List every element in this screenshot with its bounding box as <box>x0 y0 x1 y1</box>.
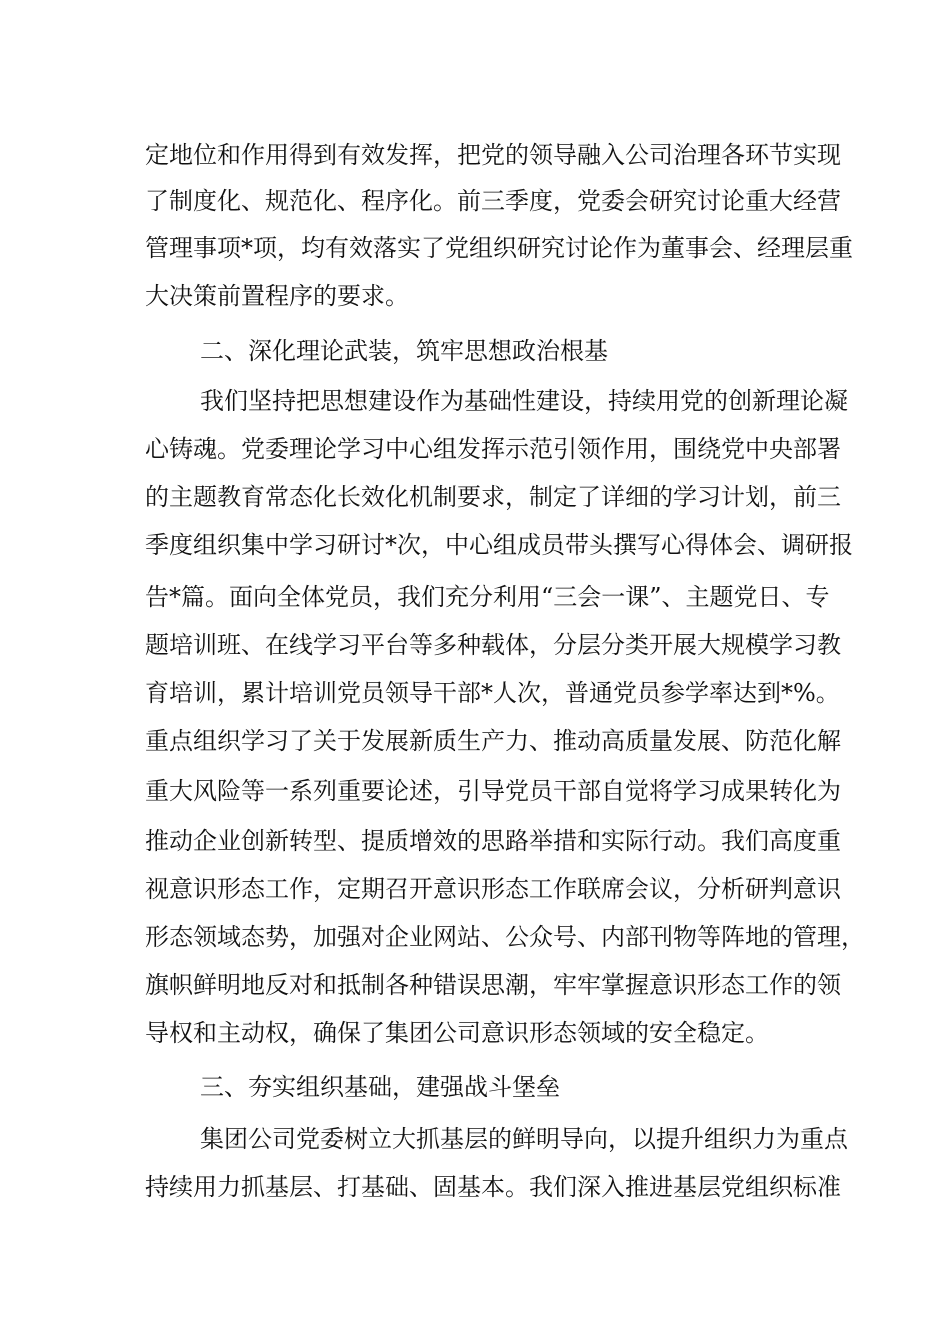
text-line: 形态领域态势，加强对企业网站、公众号、内部刊物等阵地的管理， <box>145 923 865 951</box>
text-line: 管理事项*项，均有效落实了党组织研究讨论作为董事会、经理层重 <box>145 234 853 262</box>
text-line: 持续用力抓基层、打基础、固基本。我们深入推进基层党组织标准 <box>145 1173 841 1201</box>
text-line: 的主题教育常态化长效化机制要求，制定了详细的学习计划，前三 <box>145 483 841 511</box>
section-heading: 二、深化理论武装，筑牢思想政治根基 <box>200 337 608 365</box>
text-line: 旗帜鲜明地反对和抵制各种错误思潮，牢牢掌握意识形态工作的领 <box>145 971 841 999</box>
text-line: 推动企业创新转型、提质增效的思路举措和实际行动。我们高度重 <box>145 827 841 855</box>
text-line: 集团公司党委树立大抓基层的鲜明导向，以提升组织力为重点 <box>200 1125 848 1153</box>
section-heading: 三、夯实组织基础，建强战斗堡垒 <box>200 1073 560 1101</box>
text-line: 导权和主动权，确保了集团公司意识形态领域的安全稳定。 <box>145 1019 769 1047</box>
text-line: 季度组织集中学习研讨*次，中心组成员带头撰写心得体会、调研报 <box>145 531 853 559</box>
text-line: 告*篇。面向全体党员，我们充分利用“三会一课”、主题党日、专 <box>145 583 830 611</box>
text-line: 题培训班、在线学习平台等多种载体，分层分类开展大规模学习教 <box>145 631 841 659</box>
text-line: 心铸魂。党委理论学习中心组发挥示范引领作用，围绕党中央部署 <box>145 435 841 463</box>
text-line: 视意识形态工作，定期召开意识形态工作联席会议，分析研判意识 <box>145 875 841 903</box>
text-line: 育培训，累计培训党员领导干部*人次，普通党员参学率达到*%。 <box>145 679 840 707</box>
text-line: 我们坚持把思想建设作为基础性建设，持续用党的创新理论凝 <box>200 387 848 415</box>
text-line: 大决策前置程序的要求。 <box>145 282 409 310</box>
text-line: 定地位和作用得到有效发挥，把党的领导融入公司治理各环节实现 <box>145 141 841 169</box>
text-line: 了制度化、规范化、程序化。前三季度，党委会研究讨论重大经营 <box>145 187 841 215</box>
text-line: 重大风险等一系列重要论述，引导党员干部自觉将学习成果转化为 <box>145 777 841 805</box>
text-line: 重点组织学习了关于发展新质生产力、推动高质量发展、防范化解 <box>145 727 841 755</box>
